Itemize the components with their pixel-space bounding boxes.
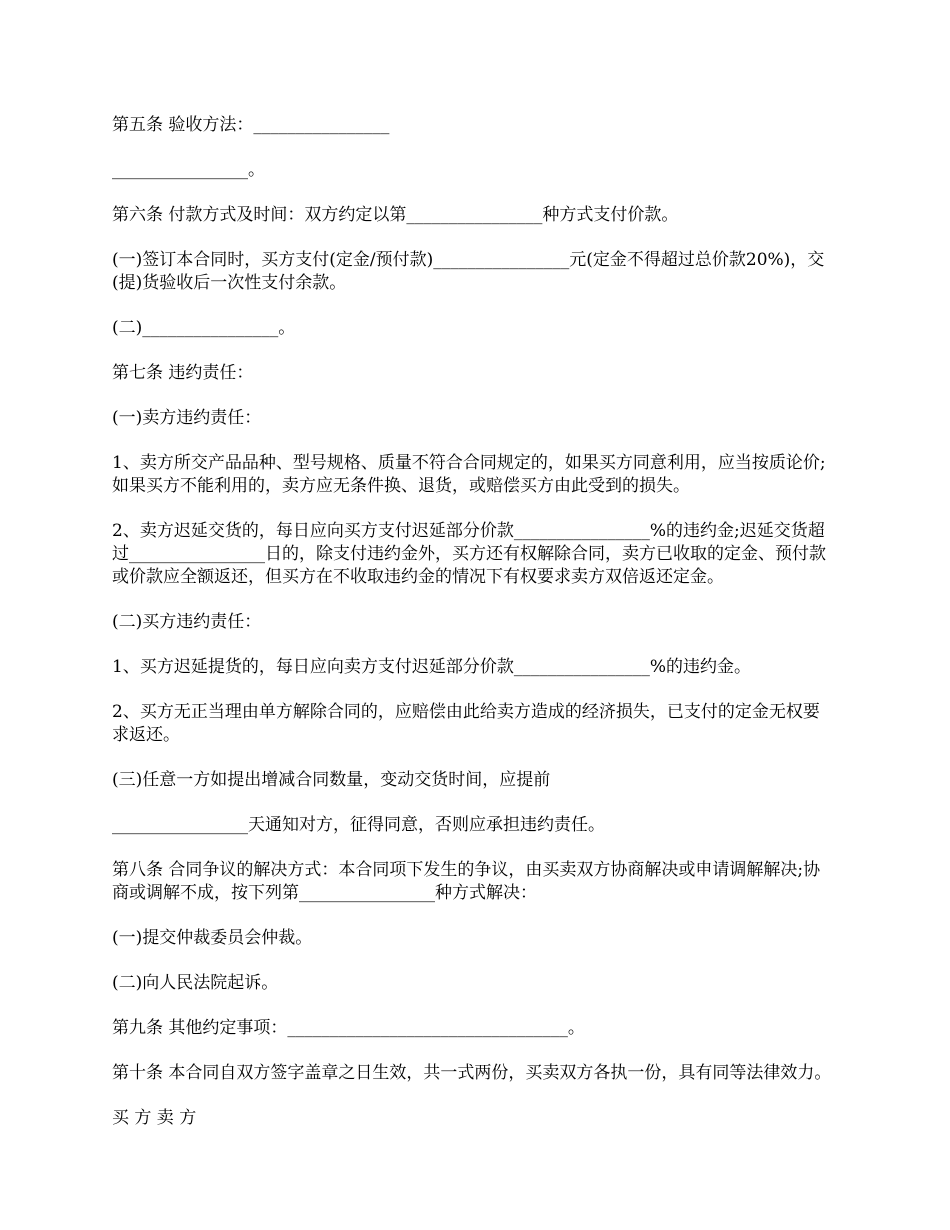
signature-parties: 买 方 卖 方 (112, 1108, 197, 1128)
buyer-liability-clause-2: 2、买方无正当理由单方解除合同的，应赔偿由此给卖方造成的经济损失，已支付的定金无权要求返还。 (112, 702, 820, 745)
buyer-liability-clause-1: 1、买方迟延提货的，每日应向卖方支付迟延部分价款________________%的违约金。 (112, 657, 751, 677)
contract-page (112, 114, 832, 1152)
buyer-liability-heading: (二)买方违约责任： (112, 612, 262, 632)
dispute-option-arbitration: (一)提交仲裁委员会仲裁。 (112, 928, 313, 948)
seller-liability-heading: (一)卖方违约责任： (112, 408, 262, 428)
article-8-dispute: 第八条 合同争议的解决方式：本合同项下发生的争议，由买卖双方协商解决或申请调解解决;协商或调解不成，按下列第________________种方式解决： (112, 860, 821, 903)
article-6-payment: 第六条 付款方式及时间：双方约定以第________________种方式支付价款。 (112, 205, 679, 225)
dispute-option-court: (二)向人民法院起诉。 (112, 973, 279, 993)
article-10-effectiveness: 第十条 本合同自双方签字盖章之日生效，共一式两份，买卖双方各执一份，具有同等法律效力。 (112, 1063, 832, 1083)
quantity-change-notice: ________________天通知对方，征得同意，否则应承担违约责任。 (112, 815, 605, 835)
article-9-other-terms: 第九条 其他约定事项：_________________________________。 (112, 1018, 585, 1038)
article-5-blank-line: ________________。 (112, 160, 265, 180)
article-7-liability: 第七条 违约责任： (112, 363, 254, 383)
article-5-acceptance: 第五条 验收方法：________________ (112, 115, 390, 135)
quantity-change-clause: (三)任意一方如提出增减合同数量，变动交货时间，应提前 (112, 770, 551, 790)
article-6-item-1: (一)签订本合同时，买方支付(定金/预付款)________________元(定金不得超过总价款20%)，交(提)货验收后一次性支付余款。 (112, 250, 825, 293)
seller-liability-clause-1: 1、卖方所交产品品种、型号规格、质量不符合合同规定的，如果买方同意利用，应当按质论价;如果买方不能利用的，卖方应无条件换、退货，或赔偿买方由此受到的损失。 (112, 453, 826, 496)
seller-liability-clause-2: 2、卖方迟延交货的，每日应向买方支付迟延部分价款________________%的违约金;迟延交货超过________________日的，除支付违约金外，买方还有权解除合同，卖方已收取的定金、预付款或价款应全额返还，但买方在不收取违约金的情况下有权要求卖方双倍返还定金。 (112, 521, 826, 587)
article-6-item-2: (二)________________。 (112, 318, 296, 338)
